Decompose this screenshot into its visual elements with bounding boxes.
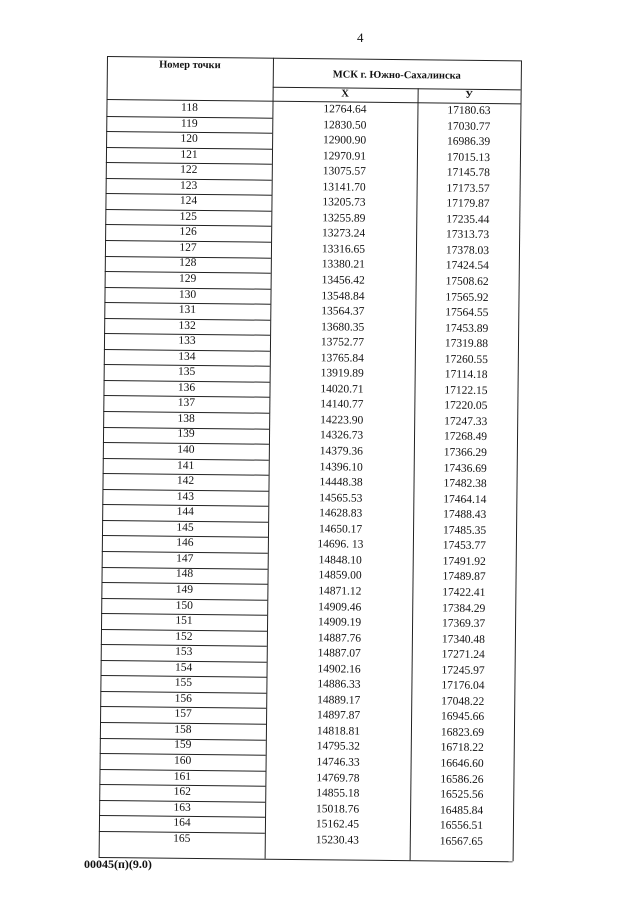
y-cell: 16646.60 [440,757,484,770]
point-number-cell: 130 [178,288,197,301]
y-cell: 17173.57 [446,182,490,195]
point-number-cell: 161 [173,770,192,783]
y-cell: 16556.51 [439,819,484,833]
y-cell: 17220.05 [444,399,488,413]
document-code: 00045(п)(9.0) [84,857,152,871]
point-number-cell: 140 [177,443,195,456]
point-number-cell: 120 [180,132,198,146]
header-y: У [465,89,474,101]
y-cell: 16586.26 [440,773,484,786]
y-cell: 17422.41 [442,586,486,599]
y-cell: 17489.87 [442,570,486,584]
point-number-cell: 159 [174,739,192,752]
y-cell: 16718.22 [440,741,484,755]
y-cell: 17378.03 [445,244,490,257]
x-cell: 14140.77 [320,398,364,412]
y-cell: 16567.65 [439,835,483,848]
coordinates-table [99,56,521,861]
point-number-cell: 124 [179,195,198,208]
x-cell: 13075.57 [322,165,366,178]
x-cell: 14871.12 [318,585,362,598]
x-cell: 14769.78 [316,771,360,785]
x-cell: 14909.19 [317,616,362,629]
point-number-cell: 158 [174,723,192,736]
page-number: 4 [357,30,364,45]
point-number-cell: 155 [174,676,193,690]
point-number-cell: 121 [180,148,198,161]
point-number-cell: 152 [175,630,193,643]
x-cell: 13548.84 [321,289,365,303]
x-cell: 14902.16 [317,662,361,676]
x-cell: 14887.07 [317,647,361,660]
point-number-cell: 141 [177,459,195,472]
table-row [99,831,513,851]
point-number-cell: 157 [174,708,192,721]
point-number-cell: 128 [179,257,197,270]
y-cell: 17453.89 [445,322,489,335]
point-number-cell: 165 [173,832,191,845]
y-cell: 16525.56 [440,788,484,802]
x-cell: 14628.83 [319,507,363,520]
x-cell: 12900.90 [323,134,367,147]
point-number-cell: 127 [179,241,197,254]
table-border-bottom [99,857,513,862]
point-number-cell: 123 [179,179,198,192]
header-point-number: Номер точки [159,59,221,72]
y-cell: 16823.69 [440,726,485,739]
y-cell: 17015.13 [446,151,491,164]
y-cell: 17565.92 [445,291,489,304]
y-cell: 17384.29 [442,602,486,615]
y-cell: 17245.97 [441,664,485,677]
point-number-cell: 142 [176,474,195,488]
x-cell: 14020.71 [320,383,364,396]
y-cell: 17424.54 [445,260,489,273]
x-cell: 15162.45 [315,818,360,831]
x-cell: 13765.84 [320,352,364,365]
point-number-cell: 143 [176,490,195,503]
y-cell: 17260.55 [444,353,488,366]
point-number-cell: 156 [174,692,192,705]
y-cell: 17313.73 [446,228,490,242]
y-cell: 17564.55 [445,306,489,320]
point-number-cell: 145 [176,521,194,534]
point-number-cell: 153 [175,645,193,659]
y-cell: 17145.78 [446,166,490,180]
x-cell: 14889.17 [317,694,361,707]
x-cell: 14855.18 [316,787,360,800]
header-x: Х [341,88,349,100]
point-number-cell: 163 [173,801,191,814]
point-number-cell: 149 [175,583,194,596]
point-number-cell: 132 [178,319,196,332]
x-cell: 15230.43 [315,833,359,847]
x-cell: 14746.33 [316,756,360,769]
point-number-cell: 134 [178,350,196,363]
header-coordinate-system: МСК г. Южно-Сахалинска [332,69,461,82]
x-cell: 14396.10 [319,460,363,474]
point-number-cell: 147 [176,552,194,565]
x-cell: 14696. 13 [317,538,364,552]
y-cell: 17464.14 [443,493,487,506]
point-number-cell: 119 [180,117,198,130]
y-cell: 17048.22 [441,695,485,708]
y-cell: 16986.39 [446,135,491,149]
x-cell: 13205.73 [322,196,366,209]
x-cell: 12830.50 [323,118,367,132]
x-cell: 14859.00 [318,569,362,583]
x-cell: 13919.89 [320,367,364,381]
y-cell: 17340.48 [441,633,486,646]
y-cell: 17235.44 [446,213,490,226]
x-cell: 13456.42 [321,274,365,287]
x-cell: 13141.70 [322,180,366,194]
x-cell: 14223.90 [320,414,364,427]
y-cell: 17369.37 [441,617,486,631]
point-number-cell: 129 [178,272,197,285]
point-number-cell: 162 [173,785,191,798]
table-header [107,56,521,104]
point-number-cell: 122 [180,163,198,177]
point-number-cell: 133 [178,334,196,348]
y-cell: 17485.35 [442,524,487,537]
point-number-cell: 151 [175,614,193,627]
point-number-cell: 146 [176,537,194,550]
x-cell: 14848.10 [318,554,362,567]
x-cell: 12970.91 [322,149,367,163]
x-cell: 14326.73 [319,429,364,443]
y-cell: 17176.04 [441,679,485,693]
x-cell: 13316.65 [321,243,366,256]
point-number-cell: 136 [177,381,196,394]
y-cell: 17436.69 [443,462,487,475]
y-cell: 17268.49 [443,431,488,444]
x-cell: 15018.76 [316,802,360,816]
point-number-cell: 126 [179,226,197,239]
point-number-cell: 160 [173,754,192,767]
x-cell: 13273.24 [322,227,366,241]
y-cell: 17482.38 [443,477,487,491]
x-cell: 13380.21 [321,258,365,272]
x-cell: 14909.46 [318,600,362,614]
point-number-cell: 148 [175,568,194,581]
point-number-cell: 125 [179,210,198,223]
y-cell: 17180.63 [447,104,491,118]
x-cell: 13255.89 [322,212,366,225]
y-cell: 17030.77 [447,120,491,133]
y-cell: 17179.87 [446,197,490,211]
y-cell: 16485.84 [439,804,484,817]
point-number-cell: 144 [176,505,194,519]
x-cell: 14795.32 [316,740,360,754]
point-number-cell: 164 [173,816,191,830]
point-number-cell: 154 [174,661,193,674]
x-cell: 14448.38 [319,476,363,489]
y-cell: 17122.15 [444,384,488,397]
x-cell: 13680.35 [321,320,365,334]
y-cell: 17247.33 [444,415,488,428]
y-cell: 17508.62 [445,275,489,289]
point-number-cell: 139 [177,428,195,441]
y-cell: 17366.29 [443,446,487,460]
point-number-cell: 135 [178,366,196,379]
x-cell: 14565.53 [319,491,363,505]
point-number-cell: 150 [175,599,193,612]
y-cell: 17453.77 [442,539,487,553]
y-cell: 16945.66 [440,710,485,724]
y-cell: 17271.24 [441,648,485,662]
y-cell: 17488.43 [443,508,487,522]
x-cell: 13564.37 [321,305,365,318]
x-cell: 14379.36 [319,445,363,458]
y-cell: 17114.18 [444,368,488,382]
x-cell: 14897.87 [316,709,361,723]
x-cell: 14887.76 [317,631,362,645]
point-number-cell: 137 [177,397,196,410]
x-cell: 12764.64 [323,103,367,116]
point-number-cell: 138 [177,412,195,425]
point-number-cell: 118 [180,101,198,114]
x-cell: 13752.77 [320,336,365,349]
x-cell: 14886.33 [317,678,361,691]
x-cell: 14650.17 [318,523,363,536]
point-number-cell: 131 [178,303,197,317]
y-cell: 17319.88 [444,337,489,351]
y-cell: 17491.92 [442,555,486,568]
x-cell: 14818.81 [316,725,361,738]
